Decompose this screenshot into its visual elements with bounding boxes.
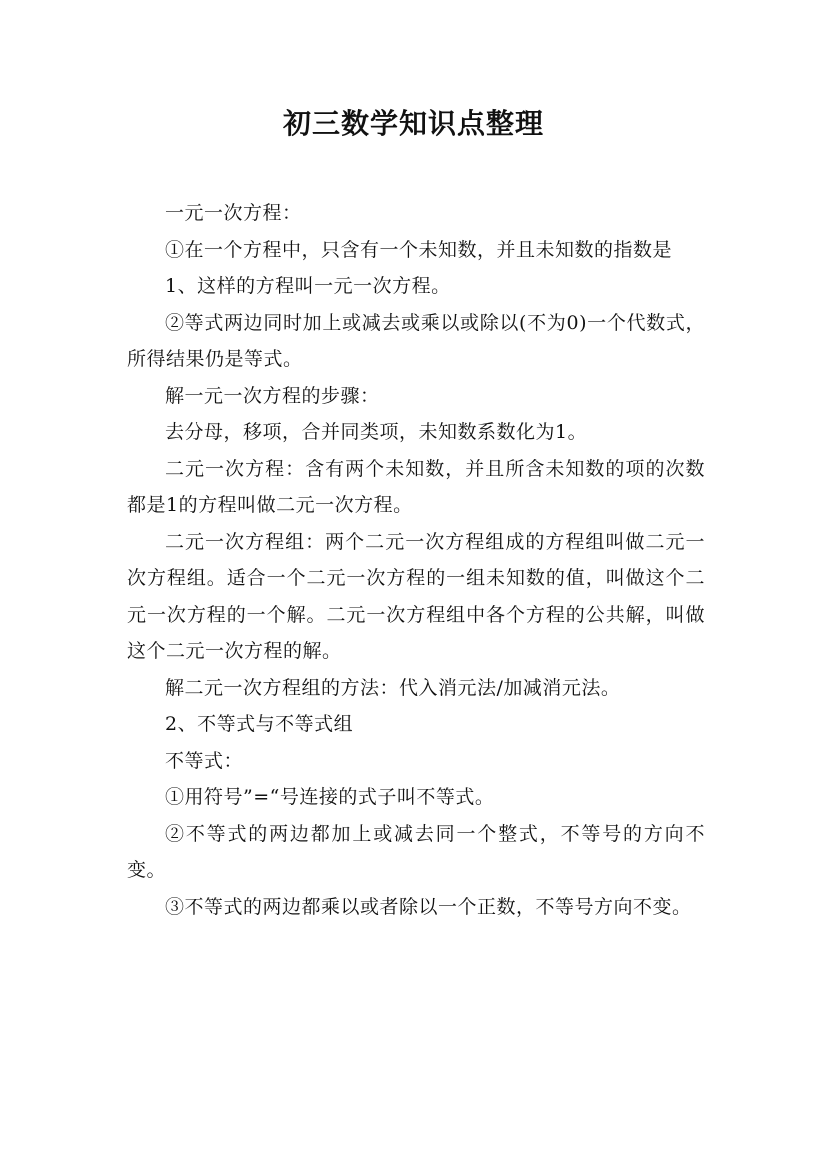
- paragraph-1: 一元一次方程：: [165, 202, 302, 224]
- paragraph-9: 解二元一次方程组的方法：代入消元法/加减消元法。: [165, 676, 621, 699]
- paragraph-5: 解一元一次方程的步骤：: [165, 384, 380, 407]
- paragraph-11: 不等式：: [165, 749, 244, 772]
- paragraph-8: 二元一次方程组：两个二元一次方程组成的方程组叫做二元一次方程组。适合一个二元一次方程的一组未知数的值，叫做这个二元一次方程的一个解。二元一次方程组中各个方程的公共解，叫做这个二元一次方程的解。: [127, 530, 705, 662]
- paragraph-3: 1、这样的方程叫一元一次方程。: [165, 275, 451, 297]
- paragraph-14: ③不等式的两边都乘以或者除以一个正数，不等号方向不变。: [165, 895, 692, 918]
- paragraph-6: 去分母，移项，合并同类项，未知数系数化为1。: [165, 421, 588, 443]
- document-body: [127, 195, 705, 925]
- paragraph-7: 二元一次方程：含有两个未知数，并且所含未知数的项的次数都是1的方程叫做二元一次方程。: [127, 457, 705, 516]
- paragraph-4: ②等式两边同时加上或减去或乘以或除以(不为0)一个代数式，所得结果仍是等式。: [127, 311, 705, 370]
- paragraph-13: ②不等式的两边都加上或减去同一个整式，不等号的方向不变。: [127, 822, 705, 881]
- page-title: 初三数学知识点整理: [282, 107, 544, 140]
- paragraph-12: ①用符号”=“号连接的式子叫不等式。: [165, 786, 495, 808]
- paragraph-10: 2、不等式与不等式组: [165, 713, 354, 735]
- paragraph-2: ①在一个方程中，只含有一个未知数，并且未知数的指数是: [165, 238, 673, 261]
